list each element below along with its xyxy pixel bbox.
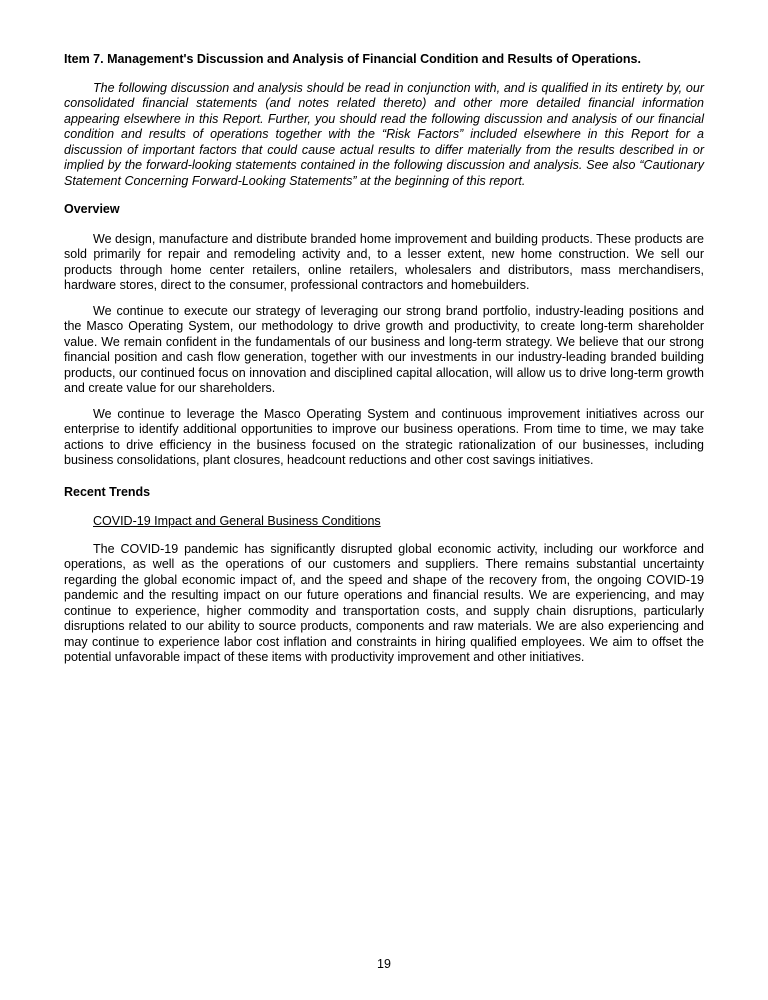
overview-paragraph-2: We continue to execute our strategy of leveraging our strong brand portfolio, industry-leading positions and the Masco Operating System, our methodology to drive growth and productivity, to create long-term shareholder value. We remain confident in the fundamentals of our business and long-term strategy. We believe that our strong financial position and cash flow generation, together with our investments in our industry-leading branded building products, our continued focus on innovation and disciplined capital allocation, will allow us to drive long-term growth and create value for our shareholders. (64, 303, 704, 395)
overview-paragraph-3: We continue to leverage the Masco Operating System and continuous improvement initiatives across our enterprise to identify additional opportunities to improve our business operations. From time to time, we may take actions to drive efficiency in the business focused on the strategic rationalization of our businesses, including business consolidations, plant closures, headcount reductions and other cost savings initiatives. (64, 406, 704, 467)
document-page (64, 52, 704, 676)
covid-paragraph: The COVID-19 pandemic has significantly disrupted global economic activity, including our workforce and operations, as well as the operations of our customers and suppliers. There remains substantial uncertainty regarding the global economic impact of, and the speed and shape of the recovery from, the ongoing COVID-19 pandemic and the resulting impact on our future operations and financial results. We are experiencing, and may continue to experience, higher commodity and transportation costs, and supply chain disruptions, particularly disruptions related to our ability to source products, components and raw materials. We are also experiencing and may continue to experience labor cost inflation and constraints in hiring qualified employees. We aim to offset the potential unfavorable impact of these items with productivity improvement and other initiatives. (64, 541, 704, 664)
covid-subheading: COVID-19 Impact and General Business Conditions (93, 514, 381, 528)
overview-paragraph-1: We design, manufacture and distribute branded home improvement and building products. These products are sold primarily for repair and remodeling activity and, to a lesser extent, new home construction. We sell our products through home center retailers, online retailers, wholesalers and distributors, mass merchandisers, hardware stores, direct to the consumer, professional contractors and homebuilders. (64, 231, 704, 292)
item-7-title: Item 7. Management's Discussion and Analysis of Financial Condition and Results of Operations. (64, 52, 641, 66)
recent-trends-title: Recent Trends (64, 484, 151, 499)
page-number: 19 (377, 957, 391, 971)
overview-title: Overview (64, 202, 120, 216)
intro-paragraph: The following discussion and analysis should be read in conjunction with, and is qualified in its entirety by, our consolidated financial statements (and notes related thereto) and other more detailed financial information appearing elsewhere in this Report. Further, you should read the following discussion and analysis of our financial condition and results of operations together with the “Risk Factors” included elsewhere in this Report for a discussion of important factors that could cause actual results to differ materially from the results described in or implied by the forward-looking statements contained in the following discussion and analysis. See also “Cautionary Statement Concerning Forward-Looking Statements” at the beginning of this report. (64, 80, 704, 188)
